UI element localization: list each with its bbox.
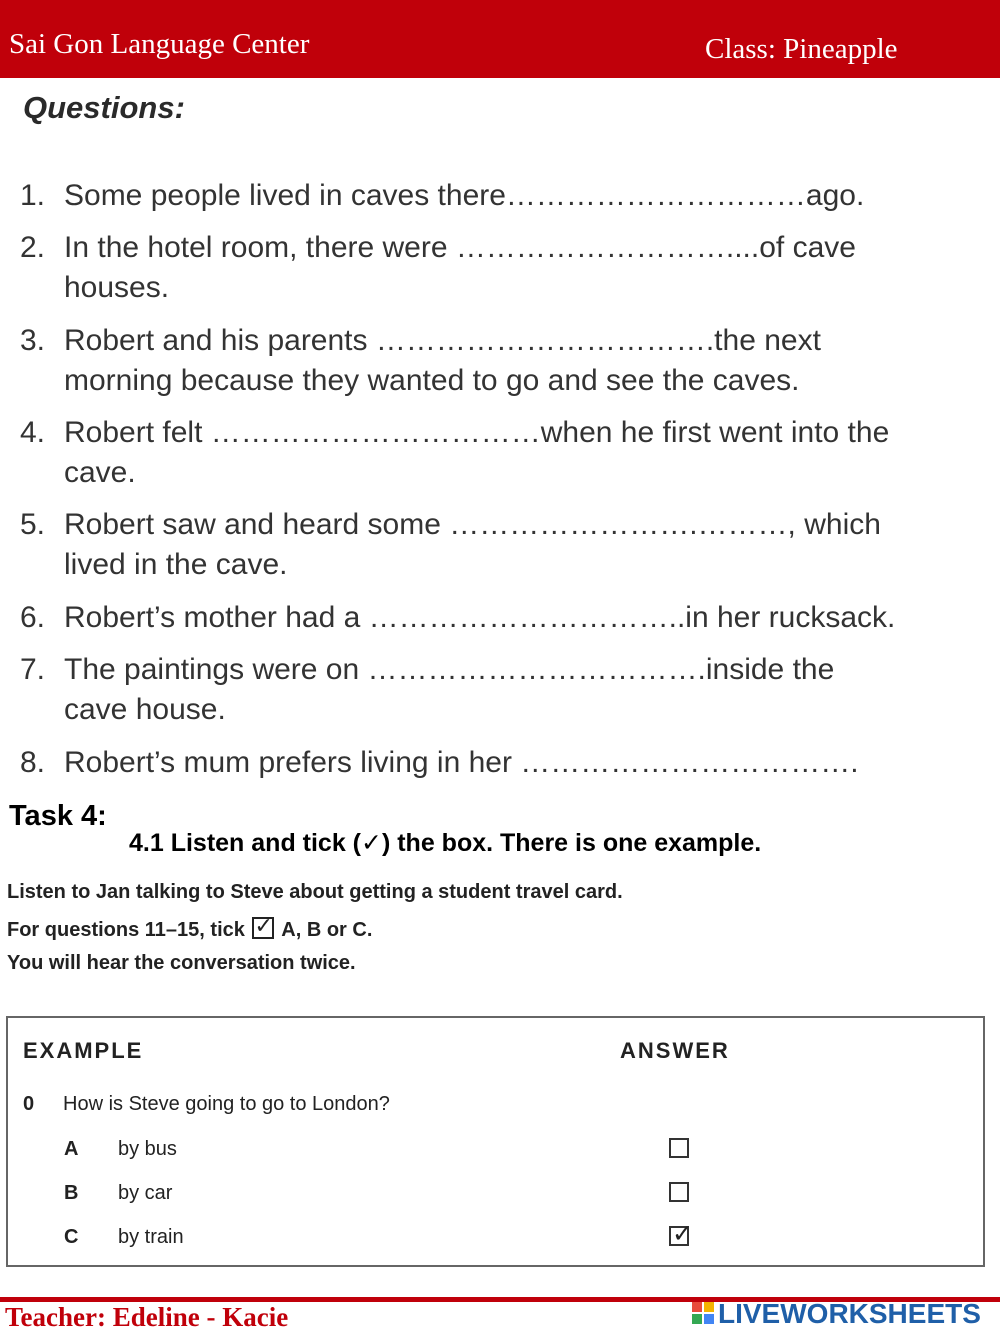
question-6 xyxy=(20,598,995,638)
question-number: 8. xyxy=(20,746,46,779)
instruction-text: A, B or C. xyxy=(281,919,373,941)
answer-label: ANSWER xyxy=(620,1038,730,1063)
class-name: Class: Pineapple xyxy=(705,33,898,65)
example-label: EXAMPLE xyxy=(23,1038,144,1063)
liveworksheets-blocks-icon xyxy=(692,1302,716,1326)
question-number: 5. xyxy=(20,508,46,541)
instruction-line-3: You will hear the conversation twice. xyxy=(7,952,356,974)
center-name: Sai Gon Language Center xyxy=(9,28,310,60)
question-7 xyxy=(20,650,995,730)
task-subtitle: 4.1 Listen and tick (✓) the box. There is one example. xyxy=(129,829,762,857)
question-text: Robert saw and heard some …………………….………, which xyxy=(64,508,881,541)
question-text-continued: morning because they wanted to go and see the caves. xyxy=(64,364,800,397)
liveworksheets-text: LIVEWORKSHEETS xyxy=(718,1298,981,1329)
question-number: 1. xyxy=(20,179,46,212)
checkbox-c-checked[interactable] xyxy=(669,1226,689,1246)
checkbox-b[interactable] xyxy=(669,1182,689,1202)
instruction-line-2 xyxy=(7,917,372,942)
question-text: Robert’s mum prefers living in her ……………………………. xyxy=(64,746,859,779)
question-text: Some people lived in caves there…………………………ago. xyxy=(64,179,865,212)
question-text-continued: lived in the cave. xyxy=(64,548,288,581)
example-question-text: How is Steve going to go to London? xyxy=(63,1093,390,1115)
question-number: 4. xyxy=(20,416,46,449)
question-2 xyxy=(20,228,995,308)
option-a xyxy=(8,1138,983,1168)
question-text: Robert felt ……………………………when he first went into the xyxy=(64,416,890,449)
question-text-continued: cave house. xyxy=(64,693,226,726)
option-letter: A xyxy=(64,1138,79,1160)
option-text: by train xyxy=(118,1226,184,1248)
question-text: The paintings were on …………………………….inside the xyxy=(64,653,835,686)
example-box xyxy=(6,1016,985,1267)
question-text: Robert and his parents …………………………….the next xyxy=(64,324,821,357)
questions-heading: Questions: xyxy=(23,90,185,125)
option-letter: B xyxy=(64,1182,79,1204)
option-text: by car xyxy=(118,1182,173,1204)
question-number: 7. xyxy=(20,653,46,686)
question-text-continued: houses. xyxy=(64,271,170,304)
checkbox-a[interactable] xyxy=(669,1138,689,1158)
task-title: Task 4: xyxy=(9,800,107,832)
option-b xyxy=(8,1182,983,1212)
question-3 xyxy=(20,321,995,401)
question-text-continued: cave. xyxy=(64,456,136,489)
tick-box-icon xyxy=(252,917,274,939)
question-1 xyxy=(20,176,995,216)
example-question-number: 0 xyxy=(23,1093,35,1115)
instruction-text: For questions 11–15, tick xyxy=(7,919,245,941)
question-text: In the hotel room, there were ………………………....of cave xyxy=(64,231,856,264)
option-text: by bus xyxy=(118,1138,177,1160)
option-c xyxy=(8,1226,983,1256)
page-header xyxy=(0,0,1000,78)
question-number: 6. xyxy=(20,601,46,634)
question-number: 2. xyxy=(20,231,46,264)
teacher-name: Teacher: Edeline - Kacie xyxy=(5,1302,289,1332)
question-8 xyxy=(20,743,995,783)
instruction-line-1: Listen to Jan talking to Steve about getting a student travel card. xyxy=(7,881,623,903)
question-text: Robert’s mother had a …………………………..in her rucksack. xyxy=(64,601,896,634)
question-number: 3. xyxy=(20,324,46,357)
option-letter: C xyxy=(64,1226,79,1248)
question-4 xyxy=(20,413,995,493)
question-5 xyxy=(20,505,995,585)
